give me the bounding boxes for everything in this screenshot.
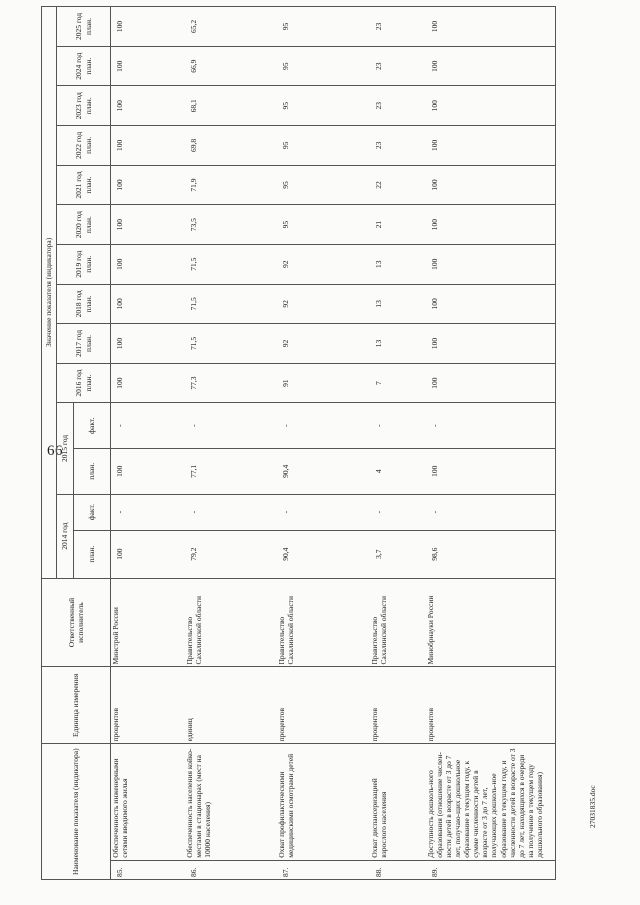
header-year: 2016 год план. <box>57 363 111 403</box>
indicator-executor: Минобрнауки России <box>426 578 556 667</box>
value-cell: 95 <box>277 165 370 205</box>
value-cell: 13 <box>370 324 426 364</box>
header-year: 2020 год план. <box>57 205 111 245</box>
header-year: 2024 год план. <box>57 46 111 86</box>
value-cell: 95 <box>277 46 370 86</box>
value-cell: 100 <box>111 284 185 324</box>
page-number: 66 <box>47 443 63 459</box>
header-unit: Единица измерения <box>42 667 111 744</box>
header-name: Наименование показателя (индикатора) <box>42 744 111 880</box>
header-year: 2017 год план. <box>57 324 111 364</box>
value-cell: 90,4 <box>277 448 370 494</box>
table-body <box>111 7 556 880</box>
value-cell: 23 <box>370 86 426 126</box>
value-cell: 100 <box>426 46 556 86</box>
header-row-1 <box>42 7 57 880</box>
value-cell: 92 <box>277 284 370 324</box>
value-cell: 100 <box>111 363 185 403</box>
indicator-name: Охват профилактическими медицинскими осмотрами детей <box>277 744 370 860</box>
header-year: 2022 год план. <box>57 126 111 166</box>
value-cell: 100 <box>111 165 185 205</box>
header-plan: план. <box>74 530 111 578</box>
indicator-executor: Правительство Сахалинской области <box>370 578 426 667</box>
indicator-name: Обеспеченность населения койко-местами в стационарах (мест на 10000 населения) <box>185 744 277 860</box>
value-cell: 100 <box>111 530 185 578</box>
value-cell: 23 <box>370 7 426 47</box>
value-cell: 7 <box>370 363 426 403</box>
value-cell: - <box>111 403 185 449</box>
value-cell: 22 <box>370 165 426 205</box>
value-cell: 77,3 <box>185 363 277 403</box>
indicator-unit: единиц <box>185 667 277 744</box>
value-cell: 71,9 <box>185 165 277 205</box>
rotated-table-area <box>41 0 601 880</box>
value-cell: 73,5 <box>185 205 277 245</box>
value-cell: 13 <box>370 284 426 324</box>
value-cell: 71,5 <box>185 284 277 324</box>
value-cell: - <box>277 494 370 530</box>
value-cell: 100 <box>111 7 185 47</box>
indicator-unit: процентов <box>426 667 556 744</box>
table-row <box>370 7 426 880</box>
value-cell: 95 <box>277 205 370 245</box>
header-values-group: Значение показателя (индикатора) <box>42 7 57 579</box>
value-cell: - <box>426 403 556 449</box>
value-cell: 100 <box>111 46 185 86</box>
row-number: 85. <box>111 860 185 879</box>
table-row <box>111 7 185 880</box>
table-header <box>42 7 111 880</box>
value-cell: 100 <box>426 7 556 47</box>
value-cell: 65,2 <box>185 7 277 47</box>
value-cell: 23 <box>370 46 426 86</box>
indicator-name: Доступность дошколь-ного образования (отношение числен-ности детей в возрасте от 3 до 7 лет, получаю-щих дошкольное образование в текущем году, к сумме численности детей в возрасте от 3 до 7 лет, получающих дошколь-ное образование в текущем году, и численности детей в возрасте от 3 до 7 лет, находящихся в очереди на получение в текущем году дошкольного образования) <box>426 744 556 860</box>
value-cell: - <box>185 403 277 449</box>
value-cell: 95 <box>277 7 370 47</box>
value-cell: 100 <box>111 324 185 364</box>
value-cell: 66,9 <box>185 46 277 86</box>
value-cell: 95 <box>277 126 370 166</box>
value-cell: 91 <box>277 363 370 403</box>
value-cell: - <box>426 494 556 530</box>
document-code: 27031835.doc <box>588 785 597 828</box>
value-cell: 100 <box>111 126 185 166</box>
value-cell: - <box>370 403 426 449</box>
indicator-name: Охват диспансеризацией взрослого населения <box>370 744 426 860</box>
header-year: 2019 год план. <box>57 244 111 284</box>
value-cell: 100 <box>426 165 556 205</box>
header-fact: факт. <box>74 403 111 449</box>
value-cell: 90,4 <box>277 530 370 578</box>
indicator-unit: процентов <box>111 667 185 744</box>
value-cell: 100 <box>426 284 556 324</box>
row-number: 89. <box>426 860 556 879</box>
indicators-table <box>41 6 556 880</box>
row-number: 86. <box>185 860 277 879</box>
value-cell: 100 <box>426 448 556 494</box>
value-cell: 100 <box>426 363 556 403</box>
value-cell: 68,1 <box>185 86 277 126</box>
value-cell: 100 <box>111 205 185 245</box>
value-cell: 23 <box>370 126 426 166</box>
indicator-executor: Правительство Сахалинской области <box>277 578 370 667</box>
header-year: 2025 год план. <box>57 7 111 47</box>
value-cell: 100 <box>426 86 556 126</box>
value-cell: 98,6 <box>426 530 556 578</box>
row-number: 88. <box>370 860 426 879</box>
value-cell: 21 <box>370 205 426 245</box>
value-cell: 71,5 <box>185 324 277 364</box>
table-row <box>185 7 277 880</box>
value-cell: - <box>370 494 426 530</box>
value-cell: 13 <box>370 244 426 284</box>
value-cell: 100 <box>426 324 556 364</box>
value-cell: 77,1 <box>185 448 277 494</box>
indicator-executor: Правительство Сахалинской области <box>185 578 277 667</box>
value-cell: 79,2 <box>185 530 277 578</box>
value-cell: 100 <box>426 205 556 245</box>
row-number: 87. <box>277 860 370 879</box>
value-cell: 95 <box>277 86 370 126</box>
value-cell: 71,5 <box>185 244 277 284</box>
value-cell: 92 <box>277 244 370 284</box>
value-cell: 4 <box>370 448 426 494</box>
value-cell: - <box>185 494 277 530</box>
value-cell: 3,7 <box>370 530 426 578</box>
table-row <box>277 7 370 880</box>
indicator-name: Обеспеченность инженерными сетями вводимого жилья <box>111 744 185 860</box>
value-cell: - <box>277 403 370 449</box>
indicator-unit: процентов <box>370 667 426 744</box>
value-cell: 100 <box>111 448 185 494</box>
header-year: 2023 год план. <box>57 86 111 126</box>
value-cell: 100 <box>426 126 556 166</box>
value-cell: 100 <box>111 244 185 284</box>
value-cell: 69,8 <box>185 126 277 166</box>
indicator-unit: процентов <box>277 667 370 744</box>
header-year: 2018 год план. <box>57 284 111 324</box>
header-executor: Ответственный исполнитель <box>42 578 111 667</box>
value-cell: 92 <box>277 324 370 364</box>
header-2014: 2014 год <box>57 494 74 578</box>
value-cell: 100 <box>111 86 185 126</box>
header-fact: факт. <box>74 494 111 530</box>
header-plan: план. <box>74 448 111 494</box>
table-row <box>426 7 556 880</box>
header-2015: 2015 год <box>57 403 74 494</box>
value-cell: - <box>111 494 185 530</box>
indicator-executor: Минстрой России <box>111 578 185 667</box>
header-year: 2021 год план. <box>57 165 111 205</box>
value-cell: 100 <box>426 244 556 284</box>
